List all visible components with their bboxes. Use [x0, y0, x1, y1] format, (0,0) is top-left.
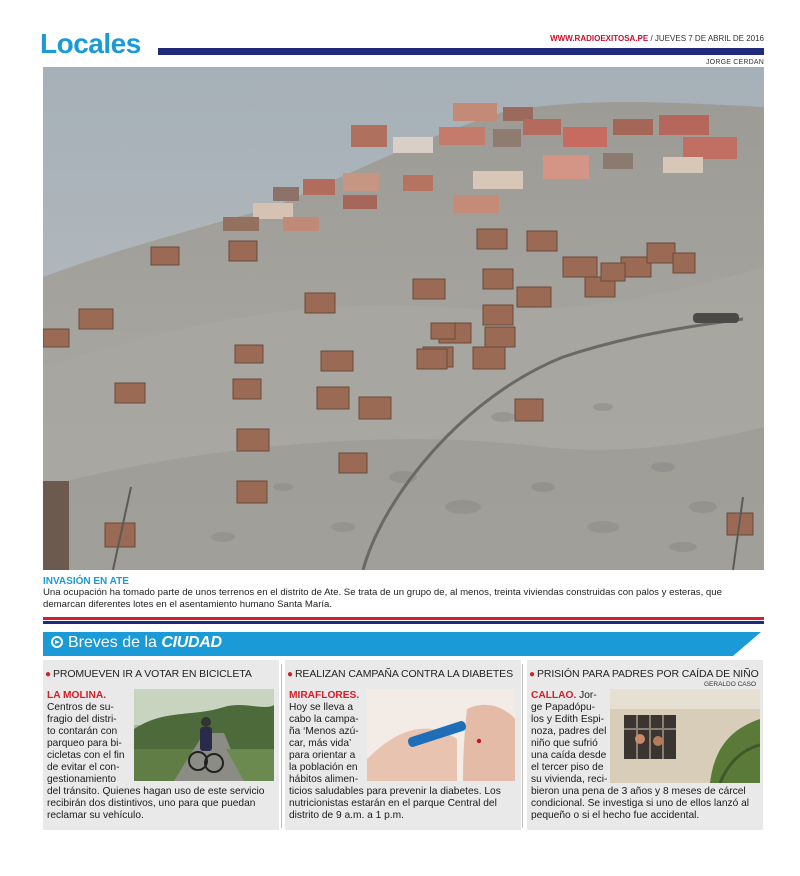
- site-url[interactable]: WWW.RADIOEXITOSA.PE: [550, 34, 649, 43]
- brief-text-lead: CALLAO. Jor- ge Papadópu- los y Edith Espi- noza, padres del niño que sufrió una caída desde el tercer piso de su vivienda, reci-: [531, 690, 608, 785]
- brief-headline: ● PROMUEVEN IR A VOTAR EN BICICLETA: [45, 668, 252, 680]
- column-separator: [281, 664, 282, 828]
- main-photo: [43, 67, 764, 570]
- meta-separator: /: [650, 34, 653, 43]
- breves-title-bold: CIUDAD: [161, 634, 222, 651]
- brief-photo-window: [610, 689, 760, 783]
- bullet-icon: ●: [45, 669, 51, 680]
- section-title: Locales: [40, 28, 141, 59]
- brief-text-lead: MIRAFLORES. Hoy se lleva a cabo la campa- ña ‘Menos azú- car, más vida’ para orientar a la población en hábitos alimen-: [289, 690, 367, 786]
- brief-photo-bicycle: [134, 689, 274, 781]
- brief-text-tail: bieron una pena de 3 años y 8 meses de cárcel condicional. Se investiga si uno de ellos lanzó al pequeño o si el hecho fue accidental.: [531, 786, 750, 821]
- brief-text-lead: LA MOLINA. Centros de su- fragio del distri- to contarán con parqueo para bi- cicletas con el fin de evitar el con- gestionamiento: [47, 690, 133, 786]
- brief-photo-diabetes: [367, 689, 515, 781]
- breves-banner-arrow: [733, 632, 761, 656]
- header-rule: [158, 48, 764, 55]
- divider-red: [43, 617, 764, 620]
- brief-place: LA MOLINA.: [47, 690, 107, 701]
- brief-headline: ● REALIZAN CAMPAÑA CONTRA LA DIABETES: [287, 668, 513, 680]
- brief-text-tail: del tránsito. Quienes hagan uso de este servicio recibirán dos distintivos, uno para que puedan reclamar su vehículo.: [47, 786, 265, 821]
- brief-place: CALLAO.: [531, 690, 577, 701]
- header-meta: [550, 34, 764, 43]
- column-separator: [522, 664, 523, 828]
- main-caption-title: INVASIÓN EN ATE: [43, 576, 129, 587]
- issue-date: JUEVES 7 DE ABRIL DE 2016: [654, 34, 764, 43]
- main-photo-credit: JORGE CERDAN: [705, 59, 764, 66]
- arrow-circle-icon: [51, 636, 63, 648]
- brief-photo-credit: GERALDO CASO: [704, 681, 757, 688]
- divider-navy: [43, 621, 764, 624]
- bullet-icon: ●: [287, 669, 293, 680]
- brief-headline: ● PRISIÓN PARA PADRES POR CAÍDA DE NIÑO: [529, 668, 759, 680]
- bullet-icon: ●: [529, 669, 535, 680]
- main-caption-text: Una ocupación ha tomado parte de unos terrenos en el distrito de Ate. Se trata de un grupo de, al menos, treinta viviendas construidas con palos y esteras, que demarcan diferentes lotes en el asentamiento humano Santa María.: [43, 587, 722, 610]
- breves-banner: [43, 632, 764, 656]
- brief-place: MIRAFLORES.: [289, 690, 360, 701]
- breves-title: [51, 634, 222, 652]
- breves-title-light: Breves de la: [68, 634, 157, 651]
- brief-text-tail: ticios saludables para prevenir la diabetes. Los nutricionistas estarán en el parque Central del distrito de 9 a.m. a 1 p.m.: [289, 786, 501, 821]
